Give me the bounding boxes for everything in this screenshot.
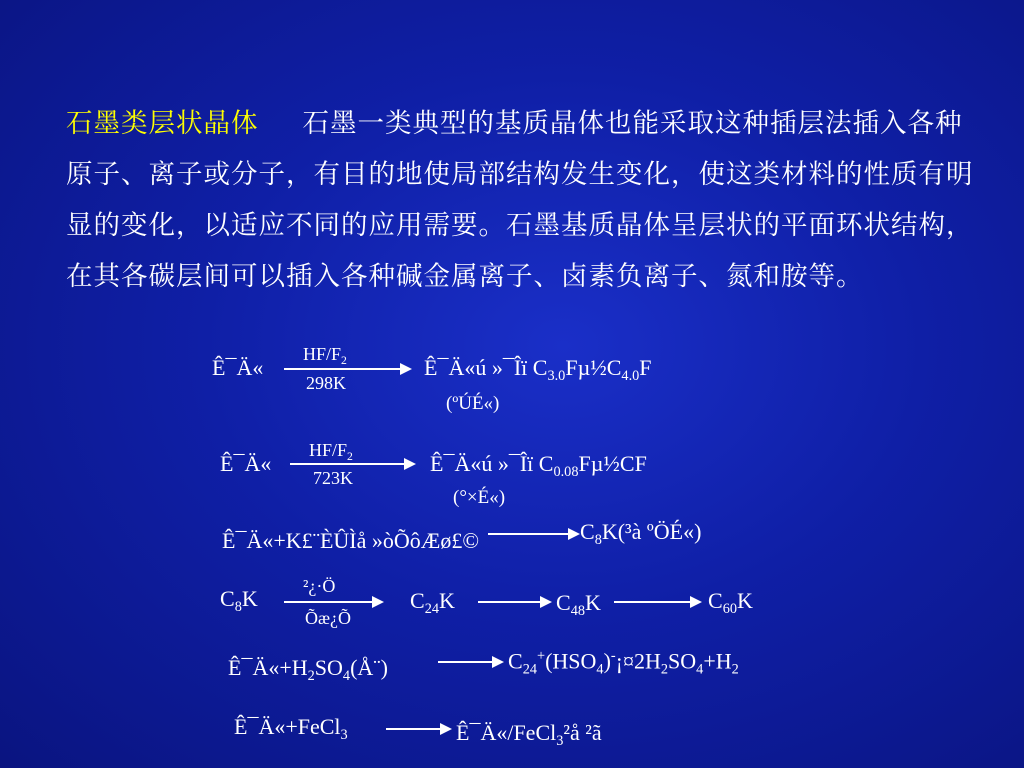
eq5-reactant: $Ê¯Ä«+H_2SO_4(Å¨)$ bbox=[228, 655, 388, 684]
eq1-reactant: Ê¯Ä« bbox=[212, 355, 264, 380]
eq4-arrow-2 bbox=[478, 601, 550, 603]
eq3-product: $C_8K(^3à$ ºÖÉ«) bbox=[580, 519, 702, 548]
eq1-product: Ê¯Ä«ú »¯Îï $C_{3.0}F\mu\frac{1}{2}C_{4.0}F$ bbox=[424, 355, 652, 384]
eq6-arrow bbox=[386, 728, 450, 730]
eq4-arrow-1 bbox=[284, 601, 382, 603]
eq4-condition-bottom: Õæ¿Õ bbox=[305, 608, 351, 628]
eq3-reactant: Ê¯Ä«+K£¨ÈÛÌå »òÕôÆø£© bbox=[222, 528, 480, 553]
eq5-product: $C_{24}^+(HSO_4)^-¡¤2H_2SO_4+H_2$ bbox=[508, 648, 739, 678]
eq1-arrow bbox=[284, 368, 410, 370]
eq6-reactant: Ê¯Ä«+FeCl$_3$ bbox=[234, 714, 348, 743]
eq2-arrow bbox=[290, 463, 414, 465]
eq2-reagent-top: $HF/F_2$ bbox=[309, 440, 353, 464]
eq5-arrow bbox=[438, 661, 502, 663]
intro-paragraph bbox=[66, 98, 976, 302]
eq1-note: (ºÚÉ«) bbox=[446, 393, 500, 414]
eq4-c60k: $C_{60}K$ bbox=[708, 588, 753, 617]
section-heading: 石墨类层状晶体 bbox=[66, 108, 259, 139]
eq4-c8k: $C_8K$ bbox=[220, 586, 258, 615]
eq2-reagent-bottom: 723K bbox=[313, 468, 353, 488]
eq3-arrow bbox=[488, 533, 578, 535]
eq2-note: (°×É«) bbox=[453, 487, 506, 508]
paragraph-body: 石墨一类典型的基质晶体也能采取这种插层法插入各种原子、离子或分子，有目的地使局部结构发生变化，使这类材料的性质有明显的变化，以适应不同的应用需要。石墨基质晶体呈层状的平面环状结构，在其各碳层间可以插入各种碱金属离子、卤素负离子、氮和胺等。 bbox=[66, 108, 974, 292]
eq4-condition-top: ²¿·Ö bbox=[303, 576, 336, 596]
eq2-reactant: Ê¯Ä« bbox=[220, 451, 272, 476]
eq4-c24k: $C_{24}K$ bbox=[410, 588, 455, 617]
eq1-reagent-top: $HF/F_2$ bbox=[303, 344, 347, 368]
eq4-c48k: $C_{48}K$ bbox=[556, 590, 601, 619]
eq2-product: Ê¯Ä«ú »¯Îï $C_{0.08}F\mu\frac{1}{2}CF$ bbox=[430, 451, 647, 480]
eq1-reagent-bottom: 298K bbox=[306, 373, 346, 393]
eq4-arrow-3 bbox=[614, 601, 700, 603]
eq6-product: Ê¯Ä«/FeCl$_3$²å ²ã bbox=[456, 720, 602, 749]
